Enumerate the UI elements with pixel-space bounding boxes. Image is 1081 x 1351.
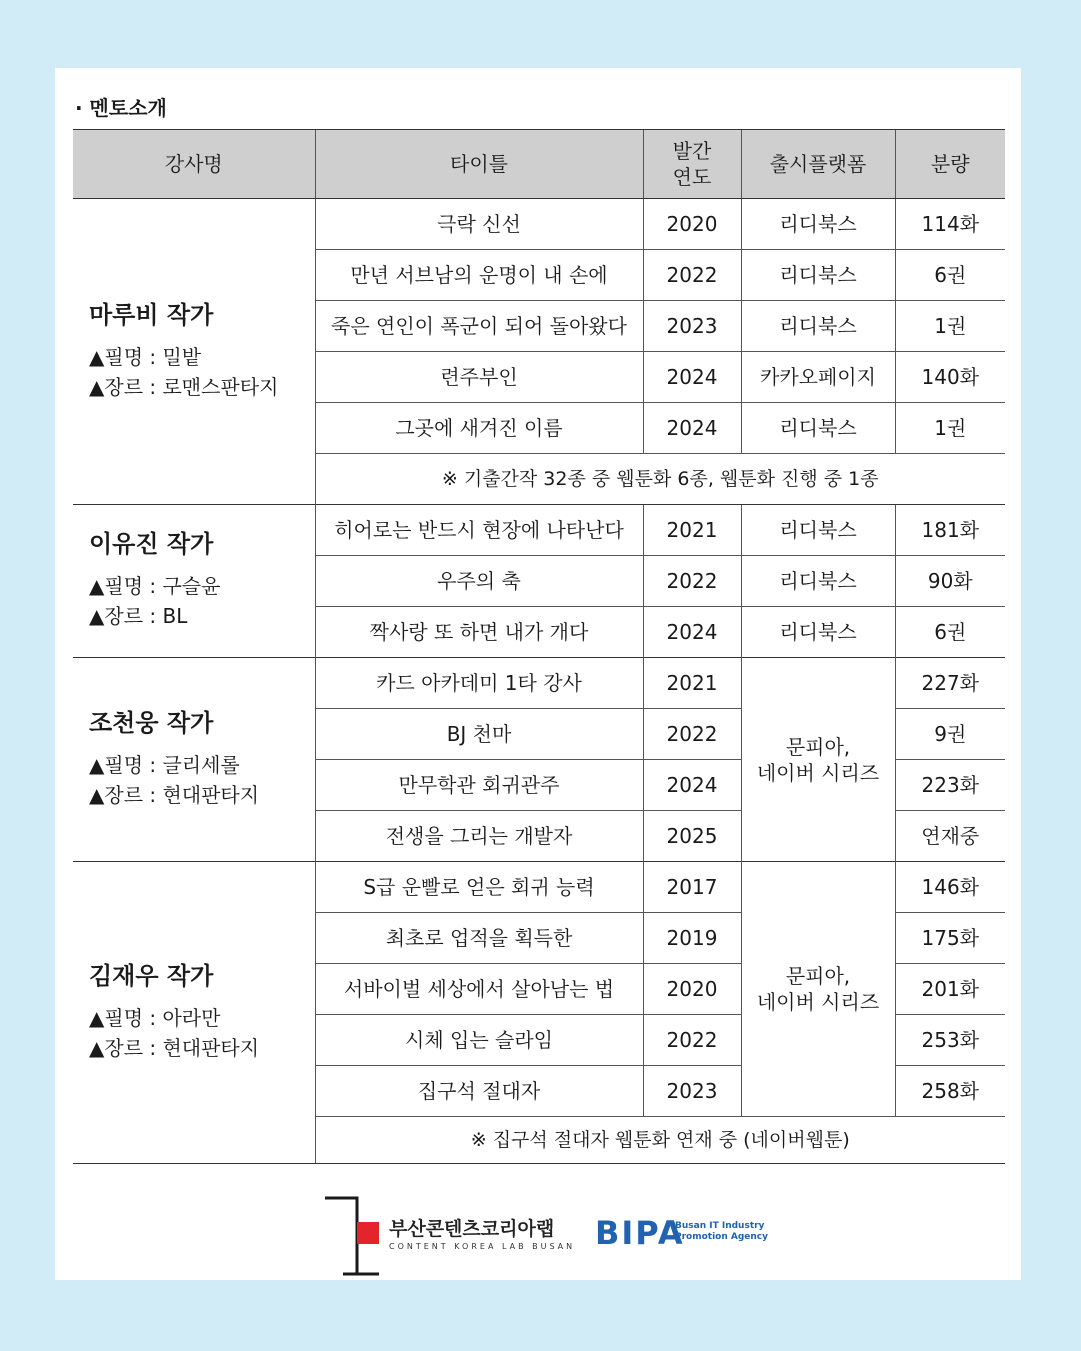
mentor-card (55, 68, 1021, 1280)
work-volume: 6권 (895, 250, 1005, 301)
work-platform: 리디북스 (741, 250, 895, 301)
mentor-cell-3 (73, 658, 315, 862)
table-row (73, 199, 1005, 250)
header-year-label: 발간 연도 (672, 139, 712, 189)
work-volume: 90화 (895, 556, 1005, 607)
section-title: · 멘토소개 (75, 96, 167, 120)
work-title: 히어로는 반드시 현장에 나타난다 (315, 505, 643, 556)
work-volume: 6권 (895, 607, 1005, 658)
mentor-genre: ▲장르 : 현대판타지 (89, 782, 260, 807)
mentor-penname: ▲필명 : 글리세롤 (89, 752, 240, 777)
mentor-name: 조천웅 작가 (89, 708, 214, 737)
work-title: 만년 서브남의 운명이 내 손에 (315, 250, 643, 301)
bipa-subtitle-line1: Busan IT Industry (675, 1221, 765, 1231)
work-volume: 181화 (895, 505, 1005, 556)
work-title: 죽은 연인이 폭군이 되어 돌아왔다 (315, 301, 643, 352)
mentor-note: ※ 기출간작 32종 중 웹툰화 6종, 웹툰화 진행 중 1종 (315, 454, 1005, 505)
bipa-logo (595, 1214, 769, 1254)
platform-label: 문피아, 네이버 시리즈 (756, 964, 880, 1014)
work-title: BJ 천마 (315, 709, 643, 760)
kclb-mark-icon (323, 1194, 383, 1280)
work-volume: 175화 (895, 913, 1005, 964)
header-title: 타이틀 (315, 130, 643, 199)
work-year: 2020 (643, 199, 741, 250)
work-title: 시체 입는 슬라임 (315, 1015, 643, 1066)
work-title: 그곳에 새겨진 이름 (315, 403, 643, 454)
work-year: 2024 (643, 760, 741, 811)
work-title: 우주의 축 (315, 556, 643, 607)
work-volume: 253화 (895, 1015, 1005, 1066)
work-year: 2025 (643, 811, 741, 862)
mentor-penname: ▲필명 : 구슬윤 (89, 574, 221, 598)
header-year (643, 130, 741, 199)
work-year: 2022 (643, 1015, 741, 1066)
table-row (73, 505, 1005, 556)
work-year: 2017 (643, 862, 741, 913)
work-year: 2023 (643, 1066, 741, 1117)
mentor-table (73, 129, 1005, 1164)
work-title: 집구석 절대자 (315, 1066, 643, 1117)
work-title: 극락 신선 (315, 199, 643, 250)
mentor-cell-4 (73, 862, 315, 1164)
work-platform: 리디북스 (741, 556, 895, 607)
work-year: 2019 (643, 913, 741, 964)
mentor-genre: ▲장르 : 현대판타지 (89, 1035, 260, 1060)
kclb-name-en: CONTENT KOREA LAB BUSAN (389, 1242, 576, 1251)
header-platform: 출시플랫폼 (741, 130, 895, 199)
work-year: 2022 (643, 709, 741, 760)
header-volume: 분량 (895, 130, 1005, 199)
work-platform: 리디북스 (741, 301, 895, 352)
work-volume: 9권 (895, 709, 1005, 760)
work-year: 2024 (643, 403, 741, 454)
mentor-cell-1 (73, 199, 315, 505)
kclb-name-kr: 부산콘텐츠코리아랩 (389, 1218, 555, 1240)
work-volume: 1권 (895, 301, 1005, 352)
mentor-genre: ▲장르 : 로맨스판타지 (89, 374, 279, 399)
bipa-subtitle-line2: Promotion Agency (675, 1232, 769, 1242)
work-title: 최초로 업적을 획득한 (315, 913, 643, 964)
mentor-name: 이유진 작가 (89, 530, 214, 558)
work-year: 2023 (643, 301, 741, 352)
work-volume: 223화 (895, 760, 1005, 811)
work-title: S급 운빨로 얻은 회귀 능력 (315, 862, 643, 913)
mentor-penname: ▲필명 : 밀밭 (89, 344, 202, 369)
work-year: 2021 (643, 505, 741, 556)
mentor-genre: ▲장르 : BL (89, 604, 188, 628)
table-header-row (73, 130, 1005, 199)
work-platform (741, 862, 895, 1117)
work-title: 서바이벌 세상에서 살아남는 법 (315, 964, 643, 1015)
bipa-wordmark: BIPA (595, 1214, 685, 1252)
mentor-name: 마루비 작가 (89, 300, 214, 329)
work-volume: 258화 (895, 1066, 1005, 1117)
work-volume: 1권 (895, 403, 1005, 454)
header-mentor: 강사명 (73, 130, 315, 199)
work-volume: 114화 (895, 199, 1005, 250)
mentor-name: 김재우 작가 (89, 961, 214, 990)
work-volume: 227화 (895, 658, 1005, 709)
work-title: 카드 아카데미 1타 강사 (315, 658, 643, 709)
work-platform: 리디북스 (741, 607, 895, 658)
mentor-penname: ▲필명 : 아라만 (89, 1005, 221, 1030)
work-volume: 201화 (895, 964, 1005, 1015)
work-platform: 카카오페이지 (741, 352, 895, 403)
work-platform: 리디북스 (741, 199, 895, 250)
work-platform: 리디북스 (741, 403, 895, 454)
platform-label: 문피아, 네이버 시리즈 (756, 734, 880, 785)
work-volume: 연재중 (895, 811, 1005, 862)
work-title: 련주부인 (315, 352, 643, 403)
work-platform: 리디북스 (741, 505, 895, 556)
work-title: 전생을 그리는 개발자 (315, 811, 643, 862)
work-year: 2020 (643, 964, 741, 1015)
work-year: 2022 (643, 250, 741, 301)
work-year: 2022 (643, 556, 741, 607)
work-volume: 146화 (895, 862, 1005, 913)
work-volume: 140화 (895, 352, 1005, 403)
mentor-note: ※ 집구석 절대자 웹툰화 연재 중 (네이버웹툰) (315, 1117, 1005, 1164)
table-row (73, 658, 1005, 709)
work-year: 2021 (643, 658, 741, 709)
work-year: 2024 (643, 352, 741, 403)
bipa-subtitle (675, 1221, 768, 1243)
footer (55, 1188, 1021, 1280)
mentor-cell-2 (73, 505, 315, 658)
work-title: 짝사랑 또 하면 내가 개다 (315, 607, 643, 658)
work-year: 2024 (643, 607, 741, 658)
kclb-logo (323, 1194, 576, 1280)
table-row (73, 862, 1005, 913)
work-title: 만무학관 회귀관주 (315, 760, 643, 811)
work-platform (741, 658, 895, 862)
